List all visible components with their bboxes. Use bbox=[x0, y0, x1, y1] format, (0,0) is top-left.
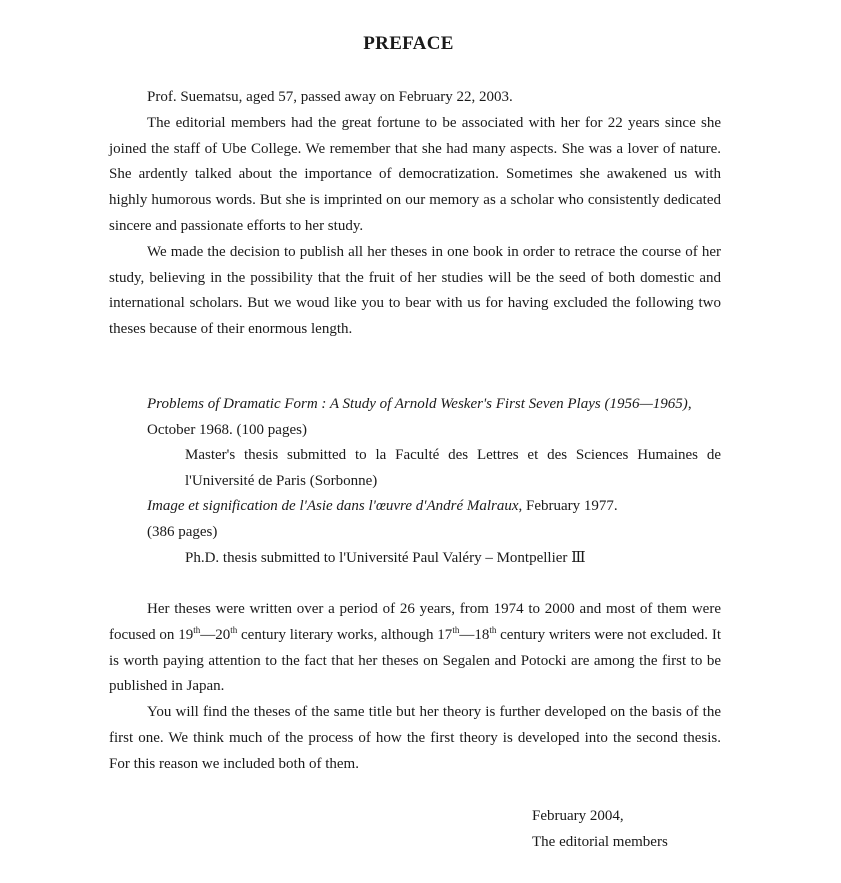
thesis-2-title: Image et signification de l'Asie dans l'œuvre d'André Malraux bbox=[147, 498, 519, 515]
paragraph-theory-development: You will find the theses of the same title but her theory is further developed on the basis of the first one. We think much of the process of how the first theory is developed into the second thesis. For this reason we included both of them. bbox=[109, 704, 721, 772]
paragraph-association: The editorial members had the great fortune to be associated with her for 22 years since she joined the staff of Ube College. We remember that she had many aspects. She was a lover of nature. She ardently talked about the importance of democratization. Sometimes she awakened us with highly humorous words. But she is imprinted on our memory as a scholar who consistently dedicated sincere and passionate efforts to her study. bbox=[109, 114, 721, 234]
paragraph-death-notice: Prof. Suematsu, aged 57, passed away on February 22, 2003. bbox=[147, 89, 513, 105]
para4-sup-2: th bbox=[230, 624, 238, 635]
signoff-date: February 2004, bbox=[532, 808, 624, 824]
para4-text-a: Her theses were written over a period of 26 years, from 1974 to 2000 and most of them were focused on 19 bbox=[109, 601, 721, 643]
para4-text-b: —20 bbox=[200, 626, 231, 643]
page-title: PREFACE bbox=[363, 33, 454, 54]
thesis-2-pages: (386 pages) bbox=[147, 523, 218, 540]
para4-sup-4: th bbox=[489, 624, 497, 635]
signoff bbox=[532, 803, 668, 855]
para4-sup-3: th bbox=[452, 624, 460, 635]
para4-text-e: century writers were not excluded. It is worth paying attention to the fact that her theses on Segalen and Potocki are among the first to be published in Japan. bbox=[109, 626, 721, 695]
thesis-entry-2 bbox=[147, 494, 721, 520]
para4-sup-1: th bbox=[193, 624, 201, 635]
excluded-theses-list bbox=[147, 392, 721, 571]
thesis-1-title: Problems of Dramatic Form : A Study of Arnold Wesker's First Seven Plays (1956—1965) bbox=[147, 396, 688, 412]
thesis-1-note: Master's thesis submitted to la Faculté des Lettres et des Sciences Humaines de l'Université de Paris (Sorbonne) bbox=[185, 447, 721, 489]
para4-text-d: —18 bbox=[459, 626, 490, 643]
paragraph-theses-period bbox=[109, 597, 721, 700]
thesis-entry-1 bbox=[147, 392, 721, 443]
preface-intro bbox=[109, 85, 721, 343]
signoff-signature: The editorial members bbox=[532, 834, 668, 850]
preface-conclusion bbox=[109, 597, 721, 778]
thesis-2-note: Ph.D. thesis submitted to l'Université Paul Valéry – Montpellier Ⅲ bbox=[185, 549, 586, 566]
thesis-2-date: , February 1977. bbox=[518, 498, 618, 515]
thesis-1-date-pages: , October 1968. (100 pages) bbox=[147, 396, 692, 438]
paragraph-publication-decision: We made the decision to publish all her theses in one book in order to retrace the course of her study, believing in the possibility that the fruit of her studies will be the seed of both domestic and international scholars. But we woud like you to bear with us for having excluded the following two theses because of their enormous length. bbox=[109, 243, 721, 338]
para4-text-c: century literary works, although 17 bbox=[237, 626, 453, 643]
